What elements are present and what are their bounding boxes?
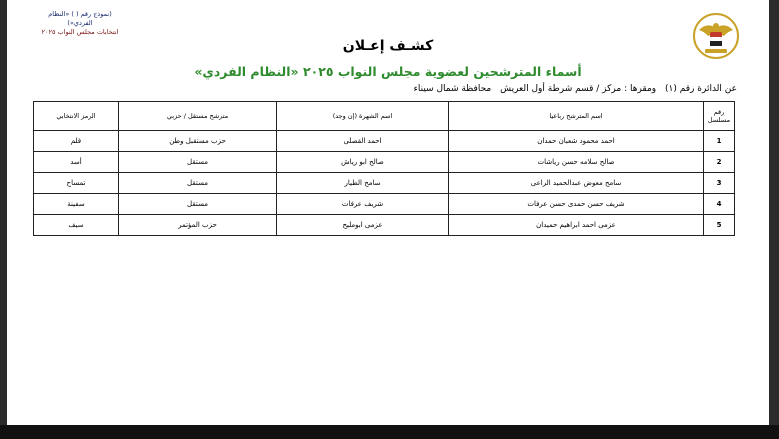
cell-nickname: سامح الطيار [277, 173, 449, 194]
cell-affiliation: مستقل [119, 194, 277, 215]
header-nickname: اسم الشهرة (إن وجد) [277, 102, 449, 131]
table-row [34, 215, 735, 236]
cell-symbol: سيف [34, 215, 119, 236]
district-info [408, 84, 737, 94]
header-seq: رقم مسلسل [704, 102, 735, 131]
cell-symbol: تمساح [34, 173, 119, 194]
cell-symbol: أسد [34, 152, 119, 173]
form-note-line2: انتخابات مجلس النواب ٢٠٢٥ [41, 28, 119, 36]
cell-affiliation: مستقل [119, 152, 277, 173]
header-symbol: الرمز الانتخابي [34, 102, 119, 131]
cell-seq: 2 [704, 152, 735, 173]
bottom-bar [0, 425, 779, 439]
table-row [34, 173, 735, 194]
page-title: كشـف إعـلان [342, 38, 434, 54]
cell-name: سامح معوض عبدالحميد الراعى [449, 173, 704, 194]
cell-name: احمد محمود شعبان حمدان [449, 131, 704, 152]
cell-name: عزمى احمد ابراهيم حميدان [449, 215, 704, 236]
cell-symbol: قلم [34, 131, 119, 152]
cell-name: صالح سلامه حسن رياشات [449, 152, 704, 173]
district-seat: ومقرها : مركز / قسم شرطة أول العريش [500, 84, 657, 94]
candidates-table [33, 101, 735, 236]
cell-nickname: شريف عرفات [277, 194, 449, 215]
cell-name: شريف حسن حمدى حسن عرفات [449, 194, 704, 215]
table-row [34, 194, 735, 215]
cell-nickname: صالح ابو رياش [277, 152, 449, 173]
cell-affiliation: حزب مستقبل وطن [119, 131, 277, 152]
page-subtitle: أسماء المترشحين لعضوية مجلس النواب ٢٠٢٥ «النظام الفردي» [194, 64, 582, 79]
cell-nickname: احمد القصلى [277, 131, 449, 152]
form-note [35, 10, 125, 37]
cell-seq: 4 [704, 194, 735, 215]
header-affiliation: مترشح مستقل / حزبي [119, 102, 277, 131]
cell-symbol: سفينة [34, 194, 119, 215]
district-governorate: محافظة شمال سيناء [413, 84, 492, 94]
table-row [34, 131, 735, 152]
cell-seq: 1 [704, 131, 735, 152]
table-header-row [34, 102, 735, 131]
form-note-line1: (نموذج رقم ( ) «النظام الفردي») [48, 10, 112, 27]
cell-seq: 3 [704, 173, 735, 194]
cell-affiliation: حزب المؤتمر [119, 215, 277, 236]
cell-nickname: عزمى ابومليح [277, 215, 449, 236]
cell-affiliation: مستقل [119, 173, 277, 194]
header-name: اسم المترشح رباعيا [449, 102, 704, 131]
table-row [34, 152, 735, 173]
district-circle: عن الدائرة رقم (١) [665, 84, 737, 94]
cell-seq: 5 [704, 215, 735, 236]
